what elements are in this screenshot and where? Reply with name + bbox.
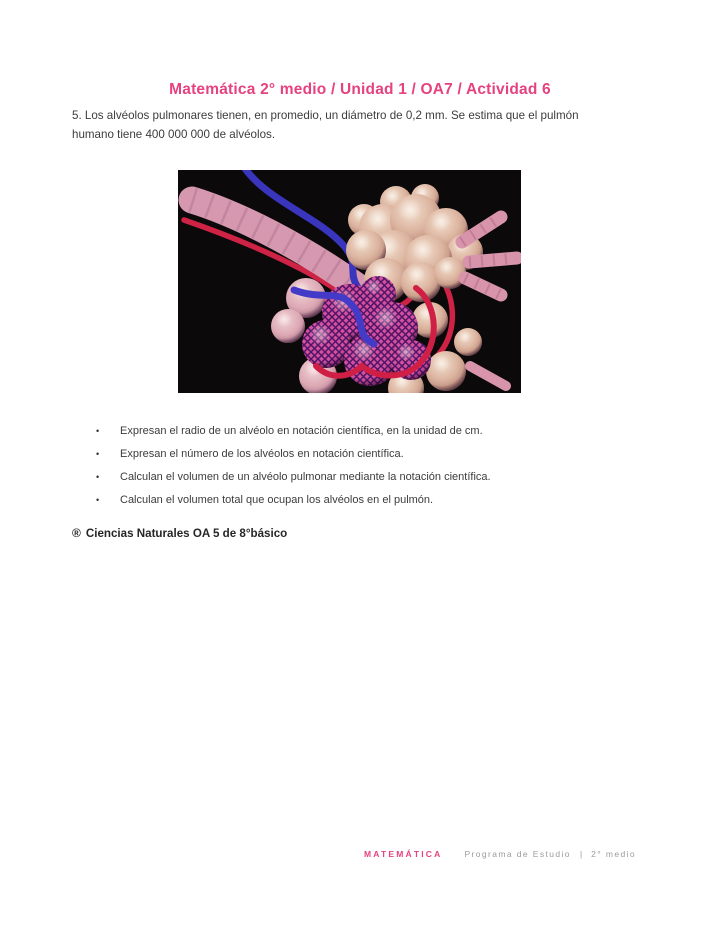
indicator-bullet-list bbox=[96, 424, 616, 516]
list-item bbox=[96, 424, 616, 447]
page-footer bbox=[0, 849, 636, 859]
bullet-label: Expresan el radio de un alvéolo en notación científica, en la unidad de cm. bbox=[120, 425, 483, 437]
footer-separator: | bbox=[579, 849, 583, 859]
alveoli-illustration bbox=[178, 170, 521, 393]
bullet-label: Calculan el volumen de un alvéolo pulmonar mediante la notación científica. bbox=[120, 471, 491, 483]
cross-reference-label: Ciencias Naturales OA 5 de 8°básico bbox=[85, 527, 288, 540]
problem-statement: 5. Los alvéolos pulmonares tienen, en promedio, un diámetro de 0,2 mm. Se estima que el pulmón humano tiene 400 000 000 de alvéolos. bbox=[72, 109, 579, 141]
registered-circle-icon: ® bbox=[72, 526, 81, 540]
bullet-icon: • bbox=[96, 426, 100, 436]
bullet-label: Calculan el volumen total que ocupan los alvéolos en el pulmón. bbox=[120, 494, 434, 506]
list-item bbox=[96, 447, 616, 470]
list-item bbox=[96, 493, 616, 516]
bullet-icon: • bbox=[96, 472, 100, 482]
alveoli-figure bbox=[178, 170, 521, 393]
cross-reference bbox=[72, 526, 287, 540]
list-item bbox=[96, 470, 616, 493]
footer-brand: MATEMÁTICA bbox=[363, 849, 443, 859]
page-title: Matemática 2° medio / Unidad 1 / OA7 / Actividad 6 bbox=[169, 81, 551, 98]
footer-program: Programa de Estudio bbox=[464, 849, 571, 859]
bullet-label: Expresan el número de los alvéolos en notación científica. bbox=[120, 448, 404, 460]
bullet-icon: • bbox=[96, 495, 100, 505]
footer-grade: 2° medio bbox=[591, 849, 636, 859]
bullet-icon: • bbox=[96, 449, 100, 459]
